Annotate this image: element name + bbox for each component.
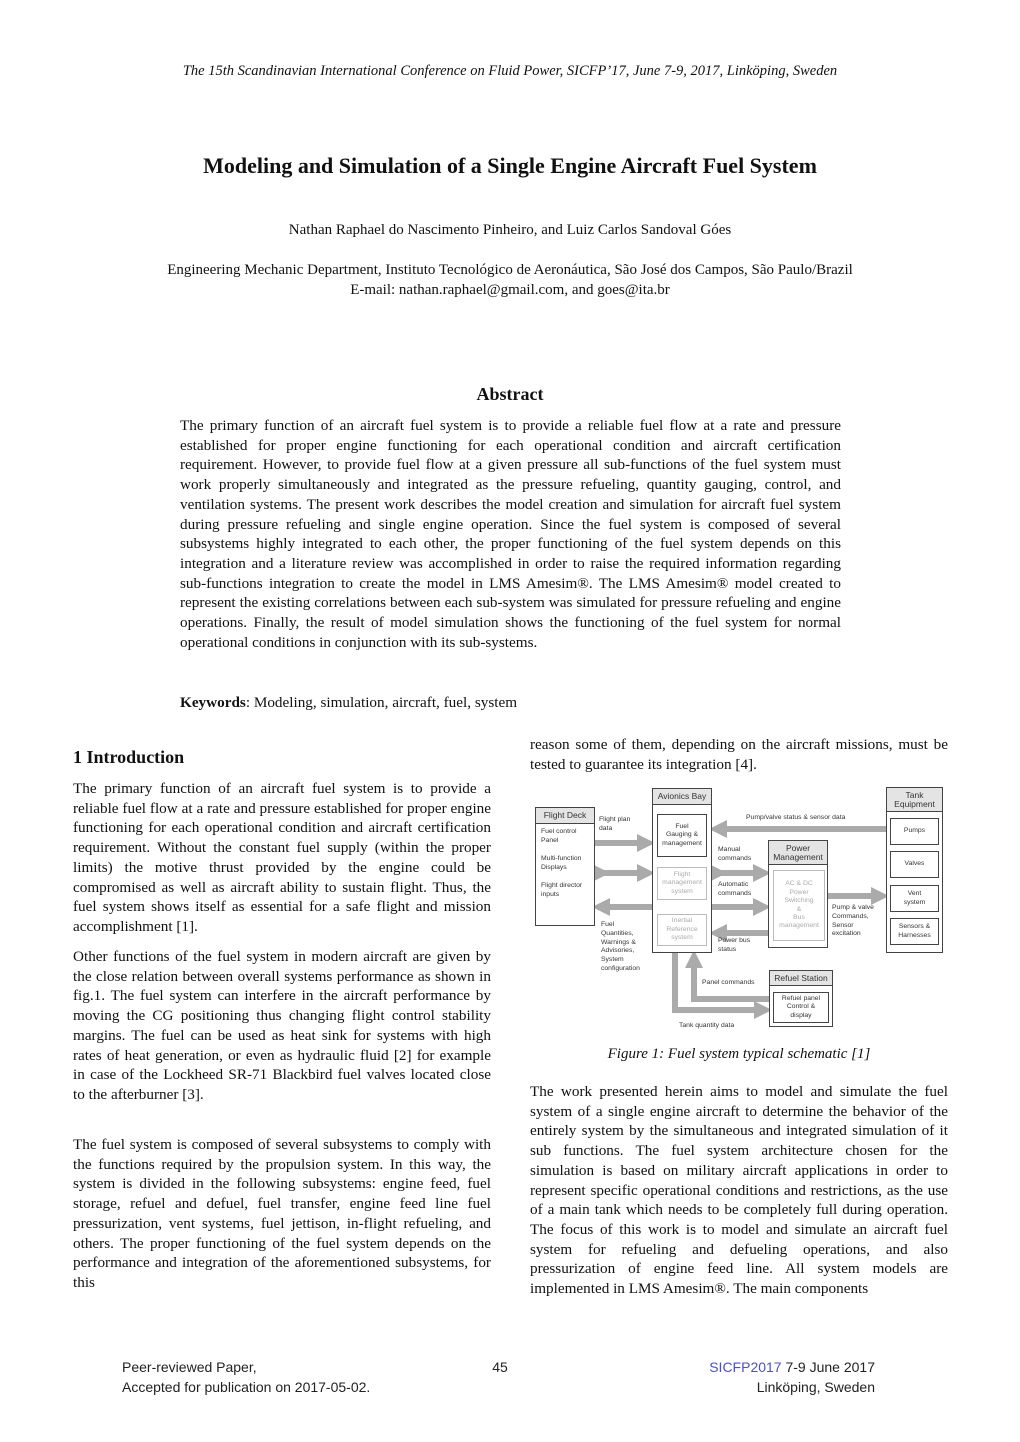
power-management-box [768, 840, 828, 948]
label-manual: Manual commands [718, 846, 752, 862]
paragraph: The work presented herein aims to model and simulate the fuel system of a single engine aircraft to determine the behavior of the entirely system by the simultaneous and integrated simulation of it sub functions. The fuel system architecture chosen for the simulation is based on military aircraft applications in order to represent specific operational conditions and restrictions, as the use of a main tank which needs to be completely full during operation. The focus of this work is to model and simulate an aircraft fuel system for refueling and defueling operations, and also pressurization of engine feed line. All system models are implemented in LMS Amesim®. The main components [530, 1083, 948, 1298]
authors: Nathan Raphael do Nascimento Pinheiro, and Luiz Carlos Sandoval Góes [288, 222, 732, 238]
paper-title: Modeling and Simulation of a Single Engine Aircraft Fuel System [203, 153, 817, 178]
keywords-text: : Modeling, simulation, aircraft, fuel, system [245, 694, 518, 711]
label-pump-status: Pump/valve status & sensor data [746, 814, 846, 821]
label-pump-commands: Pump & valve Commands, Sensor excitation [832, 904, 874, 938]
abstract-text: The primary function of an aircraft fuel system is to provide a reliable fuel flow at a rate and pressure established for proper engine functioning for each operational condition and aircraft certification requirement. However, to provide fuel flow at a given pressure all sub-functions of the fuel system must work properly simultaneously and integrated as the pressure refueling, quantity gauging, control, and ventilation systems. The present work describes the model creation and simulation for aircraft fuel system during pressure refueling and single engine operation. Since the fuel system is composed of several subsystems highly integrated to each other, the proper functioning of the fuel system depends on this integration and a literature review was accomplished in order to raise the required information regarding sub-functions integration to create the model in LMS Amesim®. The LMS Amesim® model created to represent the existing correlations between each sub-system was simulated for pressure refueling and engine operations. Finally, the result of model simulation shows the functioning of the fuel system for normal operational conditions in conjunction with its sub-systems. [180, 417, 841, 651]
tank-equipment-box [886, 787, 943, 953]
flight-deck-item: Multi-function Displays [541, 855, 582, 871]
flight-deck-title: Flight Deck [536, 808, 594, 824]
email: E-mail: nathan.raphael@gmail.com, and goes@ita.br [350, 282, 670, 298]
label-flight-plan: Flight plan data [599, 816, 631, 832]
paragraph: Other functions of the fuel system in modern aircraft are given by the close relation between overall systems performance as shown in fig.1. The fuel system can interfere in the aircraft performance by moving the CG positioning thus changing flight control stability margins. The fuel can be used as heat sink for systems with high rates of heat generation, or even as hydraulic fluid [2] for example in case of the Lockheed SR-71 Blackbird fuel valves located close to the afterburner [3]. [73, 948, 491, 1103]
inertial-reference-box: Inertial Reference system [657, 914, 707, 946]
paragraph: reason some of them, depending on the aircraft missions, must be tested to guarantee its integration [4]. [530, 736, 948, 773]
power-management-title: Power Management [769, 841, 827, 865]
paragraph: The primary function of an aircraft fuel system is to provide a reliable fuel flow at a rate and pressure established for proper engine functioning for each operational condition and aircraft certification requirement. Without the constant fuel supply (within the proper limits) the motive thrust provided by the engine could be compromised as well as aircraft ability to sustain flight. Thus, the fuel system shows itself as essential for a safe flight and mission accomplishment [1]. [73, 780, 491, 935]
figure-caption: Figure 1: Fuel system typical schematic [1] [607, 1046, 871, 1062]
label-fuel-quantities: Fuel Quantities, Warnings & Advisories, System configuration [601, 921, 640, 973]
tank-equipment-title: Tank Equipment [887, 788, 942, 812]
fuel-gauging-box: Fuel Gauging & management [657, 814, 707, 857]
label-tank-quantity: Tank quantity data [679, 1022, 735, 1029]
flight-management-box: Flight management system [657, 867, 707, 900]
refuel-panel-box: Refuel panel Control & display [773, 992, 829, 1023]
sensors-box: Sensors & Harnesses [890, 918, 939, 945]
conference-header: The 15th Scandinavian International Conference on Fluid Power, SICFP’17, June 7-9, 2017, Linköping, Sweden [182, 63, 838, 79]
avionics-bay-box [652, 788, 712, 953]
vent-system-box: Vent system [890, 885, 939, 912]
valves-box: Valves [890, 851, 939, 878]
conference-link[interactable]: SICFP2017 [709, 1359, 782, 1375]
label-automatic: Automatic commands [718, 881, 752, 897]
abstract-heading: Abstract [476, 384, 544, 404]
footer-location: Linköping, Sweden [756, 1379, 875, 1395]
label-panel-commands: Panel commands [702, 979, 755, 986]
avionics-bay-title: Avionics Bay [653, 789, 711, 805]
section-heading: 1 Introduction [73, 747, 185, 767]
footer-peer-reviewed: Peer-reviewed Paper, [122, 1359, 257, 1375]
footer-accepted: Accepted for publication on 2017-05-02. [122, 1379, 371, 1395]
flight-deck-item: Fuel control Panel [541, 828, 577, 844]
page-number: 45 [492, 1359, 508, 1375]
power-switching-box: AC & DC Power Switching & Bus management [773, 870, 825, 941]
footer-dates: 7-9 June 2017 [781, 1359, 875, 1375]
paragraph: The fuel system is composed of several subsystems to comply with the functions required by the propulsion system. In this way, the system is divided in the following subsystems: engine feed, fuel storage, refuel and defuel, fuel transfer, engine feed line fuel pressurization, vent systems, fuel jettison, in-flight refueling, and others. The proper functioning of the fuel system depends on the performance and integration of the aforementioned subsystems, for this [73, 1136, 491, 1291]
label-power-bus: Power bus status [718, 937, 751, 953]
refuel-station-box [769, 970, 833, 1027]
affiliation: Engineering Mechanic Department, Instituto Tecnológico de Aeronáutica, São José dos Campos, São Paulo/Brazil [167, 262, 853, 278]
keywords [180, 693, 841, 713]
flight-deck-box [535, 807, 595, 926]
keywords-label: Keywords [180, 694, 246, 711]
pumps-box: Pumps [890, 818, 939, 845]
fuel-system-schematic [530, 780, 950, 1040]
refuel-station-title: Refuel Station [770, 971, 832, 986]
footer-right [709, 1357, 875, 1397]
flight-deck-item: Flight director inputs [541, 882, 583, 898]
